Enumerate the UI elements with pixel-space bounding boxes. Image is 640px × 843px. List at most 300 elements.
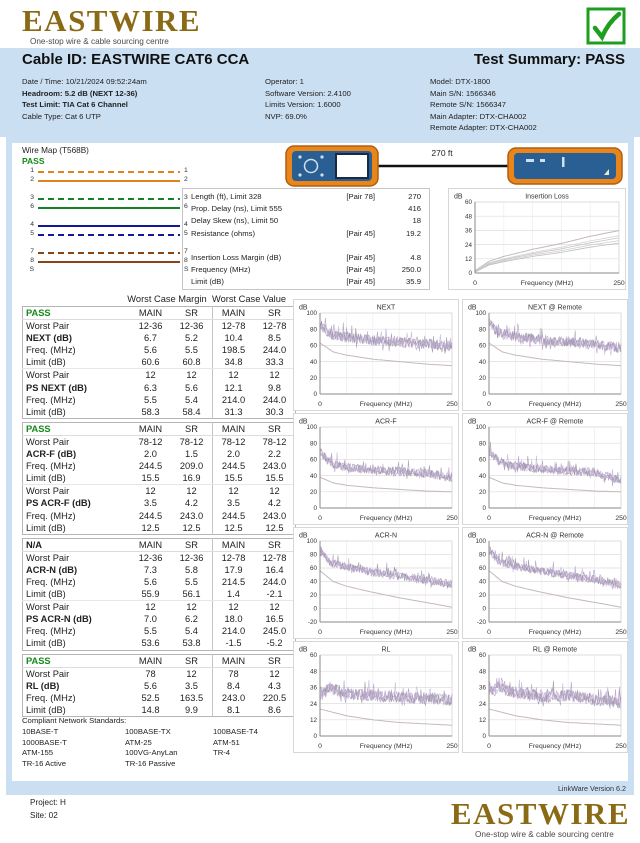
wiremap-shield-label: S	[29, 266, 34, 273]
svg-text:ACR-N @ Remote: ACR-N @ Remote	[526, 532, 584, 540]
svg-text:0: 0	[313, 505, 317, 513]
vendor-logo-wordmark: EASTWIRE	[22, 3, 202, 38]
result-value: 214.0	[221, 394, 246, 405]
svg-text:40: 40	[309, 472, 317, 480]
header-info-line: Operator: 1	[265, 77, 304, 86]
length-row-pair: [Pair 45]	[346, 228, 375, 238]
svg-text:250: 250	[615, 743, 627, 750]
result-row-label: Worst Pair	[26, 321, 70, 332]
svg-text:48: 48	[478, 668, 486, 676]
result-row-label: Limit (dB)	[26, 522, 66, 533]
svg-text:Insertion Loss: Insertion Loss	[525, 193, 569, 201]
result-value: 12	[145, 602, 156, 613]
result-row-label: PS ACR-F (dB)	[26, 498, 91, 509]
result-value: 12	[269, 370, 280, 381]
chart-acrf	[293, 413, 459, 525]
header-info-column-2	[265, 76, 351, 122]
length-row-value	[375, 240, 429, 252]
svg-text:ACR-N: ACR-N	[374, 532, 398, 540]
result-value: 12	[228, 486, 239, 497]
group-header-value: Worst Case Value	[211, 294, 287, 304]
results-section-table	[22, 306, 296, 419]
standard-item: 100BASE-TX	[125, 727, 171, 736]
svg-text:0: 0	[482, 505, 486, 513]
svg-text:dB: dB	[468, 418, 477, 426]
result-row-label: Worst Pair	[26, 552, 70, 563]
result-row-label: PS ACR-N (dB)	[26, 614, 92, 625]
results-section-table	[22, 538, 296, 651]
remote-tester-icon	[508, 148, 622, 184]
result-row-label: Limit (dB)	[23, 472, 131, 485]
result-value: 12	[145, 370, 156, 381]
svg-text:36: 36	[464, 227, 472, 235]
result-value: 5.5	[144, 394, 157, 405]
result-value: 33.3	[254, 356, 296, 369]
header-info-line: Remote S/N: 1566347	[430, 100, 507, 109]
header-info-line: Cable Type: Cat 6 UTP	[22, 111, 101, 121]
length-row-value: 250.0	[401, 265, 421, 275]
result-value: -5.2	[266, 638, 283, 649]
result-value: 5.4	[171, 394, 213, 406]
result-value: 16.9	[171, 472, 213, 485]
result-value: 78-12	[138, 436, 163, 447]
result-row-label: Worst Pair	[26, 668, 70, 679]
length-row-value: 18	[412, 216, 421, 226]
result-value: 12-36	[171, 551, 213, 564]
result-value: 30.3	[265, 406, 284, 417]
result-value: 9.9	[171, 704, 213, 717]
result-row-label: ACR-N (dB)	[26, 564, 78, 575]
svg-text:NEXT: NEXT	[376, 304, 396, 312]
column-header: MAIN	[213, 307, 255, 320]
svg-text:0: 0	[487, 401, 491, 408]
linkware-version-label: LinkWare Version 6.2	[557, 784, 626, 793]
result-value: 4.2	[171, 497, 213, 509]
column-header: SR	[171, 654, 213, 667]
result-value: 8.4	[227, 680, 240, 691]
pass-checkmark-icon	[586, 7, 626, 45]
svg-text:12: 12	[478, 717, 486, 724]
svg-text:100: 100	[475, 424, 486, 432]
svg-text:20: 20	[478, 375, 486, 382]
svg-text:RL @ Remote: RL @ Remote	[532, 646, 578, 654]
result-row-label: Worst Pair	[26, 370, 70, 381]
wiremap-wire-line	[38, 180, 180, 182]
svg-text:60: 60	[309, 456, 317, 464]
header-info-line: Software Version: 2.4100	[265, 88, 351, 98]
standards-block	[22, 716, 292, 769]
svg-text:250: 250	[446, 515, 458, 522]
result-value: 243.0	[171, 510, 213, 522]
length-table-row	[183, 228, 429, 240]
column-header: MAIN	[213, 654, 255, 667]
result-value: 12-36	[138, 552, 163, 563]
wiremap-wire-line	[38, 234, 180, 236]
result-row-label: ACR-F (dB)	[26, 449, 77, 460]
svg-text:0: 0	[313, 733, 317, 741]
wiremap-wire-line	[38, 207, 180, 209]
result-row-label: Limit (dB)	[26, 638, 66, 649]
svg-text:Frequency (MHz): Frequency (MHz)	[359, 401, 413, 408]
length-row-value: 4.8	[410, 252, 421, 262]
result-value: 55.9	[130, 588, 171, 601]
svg-text:dB: dB	[468, 532, 477, 540]
charts-grid	[293, 299, 628, 753]
result-row-label: Freq. (MHz)	[26, 626, 76, 637]
result-value: 4.3	[268, 680, 281, 691]
wiremap-pin-number: 1	[30, 167, 34, 174]
result-value: 15.5	[254, 472, 296, 485]
result-value: 244.5	[138, 510, 163, 521]
result-value: 12-78	[262, 321, 287, 332]
wiremap-title: Wire Map (T568B)	[22, 146, 89, 155]
length-table-row	[183, 252, 429, 264]
result-row-label: Limit (dB)	[26, 704, 66, 715]
length-row-label: Length (ft), Limit 328	[191, 192, 262, 201]
result-value: 5.6	[144, 576, 157, 587]
svg-text:dB: dB	[299, 532, 308, 540]
result-value: 10.4	[224, 333, 243, 344]
vendor-logo-tagline-footer: One-stop wire & cable sourcing centre	[475, 830, 614, 839]
result-value: 12.5	[171, 522, 213, 535]
svg-text:100: 100	[475, 310, 486, 318]
svg-text:60: 60	[309, 652, 317, 660]
result-value: 3.5	[171, 680, 213, 692]
result-value: 16.5	[265, 614, 284, 625]
result-row-label: RL (dB)	[26, 680, 60, 691]
result-value: 214.0	[221, 626, 246, 637]
svg-text:36: 36	[478, 684, 486, 692]
svg-text:60: 60	[309, 565, 317, 573]
length-table-row	[183, 264, 429, 276]
result-value: 12	[228, 370, 239, 381]
footer-project-info	[30, 797, 66, 822]
result-value: 4.2	[268, 498, 281, 509]
header-info-line: Headroom: 5.2 dB (NEXT 12-36)	[22, 88, 138, 98]
result-value: 52.5	[141, 692, 160, 703]
svg-text:0: 0	[482, 605, 486, 613]
result-value: 5.6	[171, 382, 213, 394]
length-row-value: 270	[408, 192, 421, 201]
section-status-badge: N/A	[23, 538, 131, 551]
column-header: SR	[171, 307, 213, 320]
result-value: 12.5	[224, 522, 243, 533]
wiremap-pair-row	[22, 250, 200, 258]
result-value: 8.5	[268, 333, 281, 344]
result-value: 56.1	[171, 588, 213, 601]
wiremap-shield-label: S	[184, 266, 189, 273]
svg-text:250: 250	[446, 401, 458, 408]
result-value: 1.5	[171, 448, 213, 460]
header-info-line: Remote Adapter: DTX-CHA002	[430, 123, 537, 132]
header-info-column-3	[430, 76, 537, 134]
result-value: 2.2	[268, 449, 281, 460]
column-header: MAIN	[130, 307, 171, 320]
site-label: Site: 02	[30, 810, 58, 820]
cable-id-title: Cable ID: EASTWIRE CAT6 CCA	[22, 51, 250, 68]
wiremap-wire-line	[38, 261, 180, 263]
chart-rl-remote	[462, 641, 628, 753]
wiremap-wire-line	[38, 171, 180, 173]
column-header: MAIN	[213, 422, 255, 435]
result-value: 5.5	[171, 576, 213, 588]
wiremap-pin-number: 7	[184, 248, 188, 255]
svg-text:250: 250	[613, 280, 625, 287]
header-info-line: NVP: 69.0%	[265, 111, 307, 121]
result-value: 198.5	[221, 345, 246, 356]
result-row-label: Worst Pair	[26, 602, 70, 613]
length-row-label: Limit (dB)	[191, 277, 224, 287]
svg-text:60: 60	[464, 199, 472, 207]
svg-text:20: 20	[478, 592, 486, 600]
chart-acrf-remote	[462, 413, 628, 525]
result-value: 1.4	[213, 588, 255, 601]
svg-text:40: 40	[478, 472, 486, 480]
result-value: 6.2	[171, 613, 213, 625]
svg-text:0: 0	[313, 605, 317, 613]
report-body-panel	[6, 137, 634, 795]
result-value: 5.5	[144, 626, 157, 637]
result-row-label: Limit (dB)	[23, 356, 131, 369]
standard-item: 10BASE-T	[22, 727, 59, 736]
wiremap-pair-row	[22, 169, 200, 177]
wiremap-pin-number: 4	[184, 221, 188, 228]
wiremap-pair-row	[22, 178, 200, 186]
svg-text:dB: dB	[299, 304, 308, 312]
result-value: 12	[171, 601, 213, 614]
results-section-table	[22, 654, 296, 717]
svg-text:0: 0	[313, 391, 317, 399]
results-sections	[22, 306, 290, 717]
result-row-label: Freq. (MHz)	[26, 394, 76, 405]
result-value: 3.5	[144, 498, 157, 509]
result-value: 78-12	[221, 436, 246, 447]
length-row-pair: [Pair 45]	[346, 252, 375, 262]
result-row-label: Worst Pair	[26, 436, 70, 447]
length-table-row	[183, 191, 429, 203]
wiremap-pin-number: 3	[184, 194, 188, 201]
standard-item: 100BASE-T4	[213, 727, 258, 736]
result-value: 58.4	[171, 406, 213, 419]
svg-text:0: 0	[487, 515, 491, 522]
result-value: 12	[171, 369, 213, 382]
result-value: 3.5	[227, 498, 240, 509]
test-summary-title: Test Summary: PASS	[473, 51, 625, 68]
header-info-line: Main S/N: 1566346	[430, 88, 496, 98]
result-value: 12	[145, 486, 156, 497]
result-value: 9.8	[268, 382, 281, 393]
svg-text:250: 250	[615, 401, 627, 408]
svg-text:24: 24	[464, 241, 472, 249]
result-value: -1.5	[225, 638, 242, 649]
wiremap-pair-row	[22, 223, 200, 231]
svg-text:dB: dB	[468, 646, 477, 654]
svg-text:Frequency (MHz): Frequency (MHz)	[528, 515, 582, 522]
svg-text:dB: dB	[299, 418, 308, 426]
result-row-label: NEXT (dB)	[26, 333, 72, 344]
wiremap-status-badge: PASS	[22, 156, 45, 166]
result-value: 8.6	[268, 704, 281, 715]
svg-text:80: 80	[478, 440, 486, 448]
svg-text:60: 60	[478, 456, 486, 464]
result-value: 2.0	[227, 449, 240, 460]
result-value: 6.3	[144, 382, 157, 393]
svg-text:20: 20	[309, 375, 317, 382]
result-value: 209.0	[171, 460, 213, 472]
standard-item: TR-4	[213, 748, 231, 758]
result-row-label: Freq. (MHz)	[26, 345, 76, 356]
svg-text:0: 0	[473, 280, 477, 287]
result-value: 12	[228, 602, 239, 613]
result-row-label: Limit (dB)	[23, 588, 131, 601]
svg-text:40: 40	[309, 578, 317, 586]
wiremap-pair-row	[22, 205, 200, 213]
svg-text:Frequency (MHz): Frequency (MHz)	[359, 743, 413, 750]
result-value: 6.7	[144, 333, 157, 344]
svg-text:24: 24	[478, 700, 486, 708]
wiremap-wire-line	[38, 198, 180, 200]
result-value: 245.0	[262, 626, 287, 637]
length-row-label: Resistance (ohms)	[191, 228, 256, 238]
wiremap-shield-row	[22, 268, 200, 276]
result-value: -2.1	[254, 588, 296, 601]
result-value: 243.0	[221, 692, 246, 703]
svg-text:Frequency (MHz): Frequency (MHz)	[528, 629, 582, 636]
svg-text:100: 100	[475, 538, 486, 546]
wiremap-wire-line	[38, 252, 180, 254]
svg-text:12: 12	[464, 256, 472, 263]
result-value: 53.6	[141, 638, 160, 649]
svg-text:250: 250	[446, 629, 458, 636]
column-header: SR	[171, 538, 213, 551]
column-header: MAIN	[213, 538, 255, 551]
length-row-value: 416	[408, 204, 421, 214]
wiremap-pair-row	[22, 232, 200, 240]
chart-next	[293, 299, 459, 411]
result-value: 12	[269, 486, 280, 497]
length-row-label: Frequency (MHz)	[191, 265, 251, 275]
result-value: 163.5	[171, 692, 213, 704]
wiremap-pin-number: 8	[30, 257, 34, 264]
standard-item: TR-16 Passive	[125, 758, 176, 768]
wiremap-pin-number: 2	[184, 176, 188, 183]
group-header-margin: Worst Case Margin	[127, 294, 207, 304]
svg-text:250: 250	[446, 743, 458, 750]
svg-text:60: 60	[478, 342, 486, 350]
standards-column	[22, 727, 125, 769]
result-value: 17.9	[224, 564, 243, 575]
svg-text:36: 36	[309, 684, 317, 692]
result-value: 244.5	[221, 510, 246, 521]
result-value: 53.8	[171, 637, 213, 650]
wiremap-pin-number: 1	[184, 167, 188, 174]
result-value: 12	[269, 668, 280, 679]
result-value: 12-78	[221, 552, 246, 563]
column-header: SR	[254, 307, 296, 320]
result-value: 12-78	[262, 552, 287, 563]
report-header-band	[0, 48, 640, 137]
svg-text:0: 0	[487, 629, 491, 636]
wiremap-pin-number: 7	[30, 248, 34, 255]
result-row-label: PS NEXT (dB)	[26, 382, 87, 393]
svg-text:80: 80	[309, 440, 317, 448]
column-header: SR	[254, 654, 296, 667]
result-value: 12	[269, 602, 280, 613]
length-row-pair: [Pair 78]	[346, 192, 375, 201]
result-value: 12	[171, 667, 213, 680]
svg-text:-20: -20	[476, 619, 486, 627]
svg-text:dB: dB	[468, 304, 477, 312]
column-header: MAIN	[130, 422, 171, 435]
result-value: 8.1	[227, 704, 240, 715]
wiremap-pin-number: 5	[30, 230, 34, 237]
main-tester-icon	[286, 146, 378, 186]
chart-acrn-remote	[462, 527, 628, 639]
svg-text:80: 80	[478, 326, 486, 334]
svg-text:Frequency (MHz): Frequency (MHz)	[528, 401, 582, 408]
result-value: 78	[228, 668, 239, 679]
result-value: 7.0	[144, 614, 157, 625]
result-value: 12-36	[138, 321, 163, 332]
result-value: 12.5	[141, 522, 160, 533]
section-status-badge: PASS	[23, 654, 131, 667]
svg-text:48: 48	[309, 668, 317, 676]
wiremap-pin-number: 8	[184, 257, 188, 264]
vendor-logo	[22, 3, 202, 46]
result-value: 243.0	[262, 461, 287, 472]
header-info-line: Model: DTX-1800	[430, 77, 491, 86]
wiremap-pin-number: 6	[184, 203, 188, 210]
section-status-badge: PASS	[23, 422, 131, 435]
svg-text:60: 60	[309, 342, 317, 350]
result-row-label: Freq. (MHz)	[26, 461, 76, 472]
report-content	[12, 143, 628, 781]
chart-next-remote	[462, 299, 628, 411]
length-row-pair: [Pair 45]	[346, 265, 375, 275]
result-value: 7.3	[144, 564, 157, 575]
length-table-row	[183, 215, 429, 227]
wiremap-diagram	[22, 166, 200, 282]
svg-text:0: 0	[318, 401, 322, 408]
result-value: 244.5	[221, 461, 246, 472]
svg-text:-20: -20	[307, 619, 317, 627]
standards-column	[125, 727, 213, 769]
result-value: 15.5	[213, 472, 255, 485]
svg-text:250: 250	[615, 629, 627, 636]
svg-text:80: 80	[309, 551, 317, 559]
svg-text:NEXT @ Remote: NEXT @ Remote	[527, 304, 583, 312]
result-value: 58.3	[141, 406, 160, 417]
svg-text:0: 0	[482, 391, 486, 399]
standard-item: ATM-51	[213, 737, 240, 747]
wiremap-pin-number: 4	[30, 221, 34, 228]
length-table-row	[183, 203, 429, 215]
result-value: 78-12	[262, 436, 287, 447]
length-row-pair	[319, 240, 375, 252]
wiremap-pin-number: 5	[184, 230, 188, 237]
header-info-line: Limits Version: 1.6000	[265, 100, 341, 109]
result-row-label: Freq. (MHz)	[26, 510, 76, 521]
result-value: 244.0	[262, 345, 287, 356]
length-row-label	[183, 240, 319, 252]
svg-text:Frequency (MHz): Frequency (MHz)	[359, 515, 413, 522]
standards-title: Compliant Network Standards:	[22, 716, 127, 725]
wiremap-pair-row	[22, 259, 200, 267]
standards-column	[213, 727, 258, 769]
wiremap-pin-number: 6	[30, 203, 34, 210]
chart-insertion-loss	[448, 188, 626, 290]
length-table-row	[183, 276, 429, 288]
